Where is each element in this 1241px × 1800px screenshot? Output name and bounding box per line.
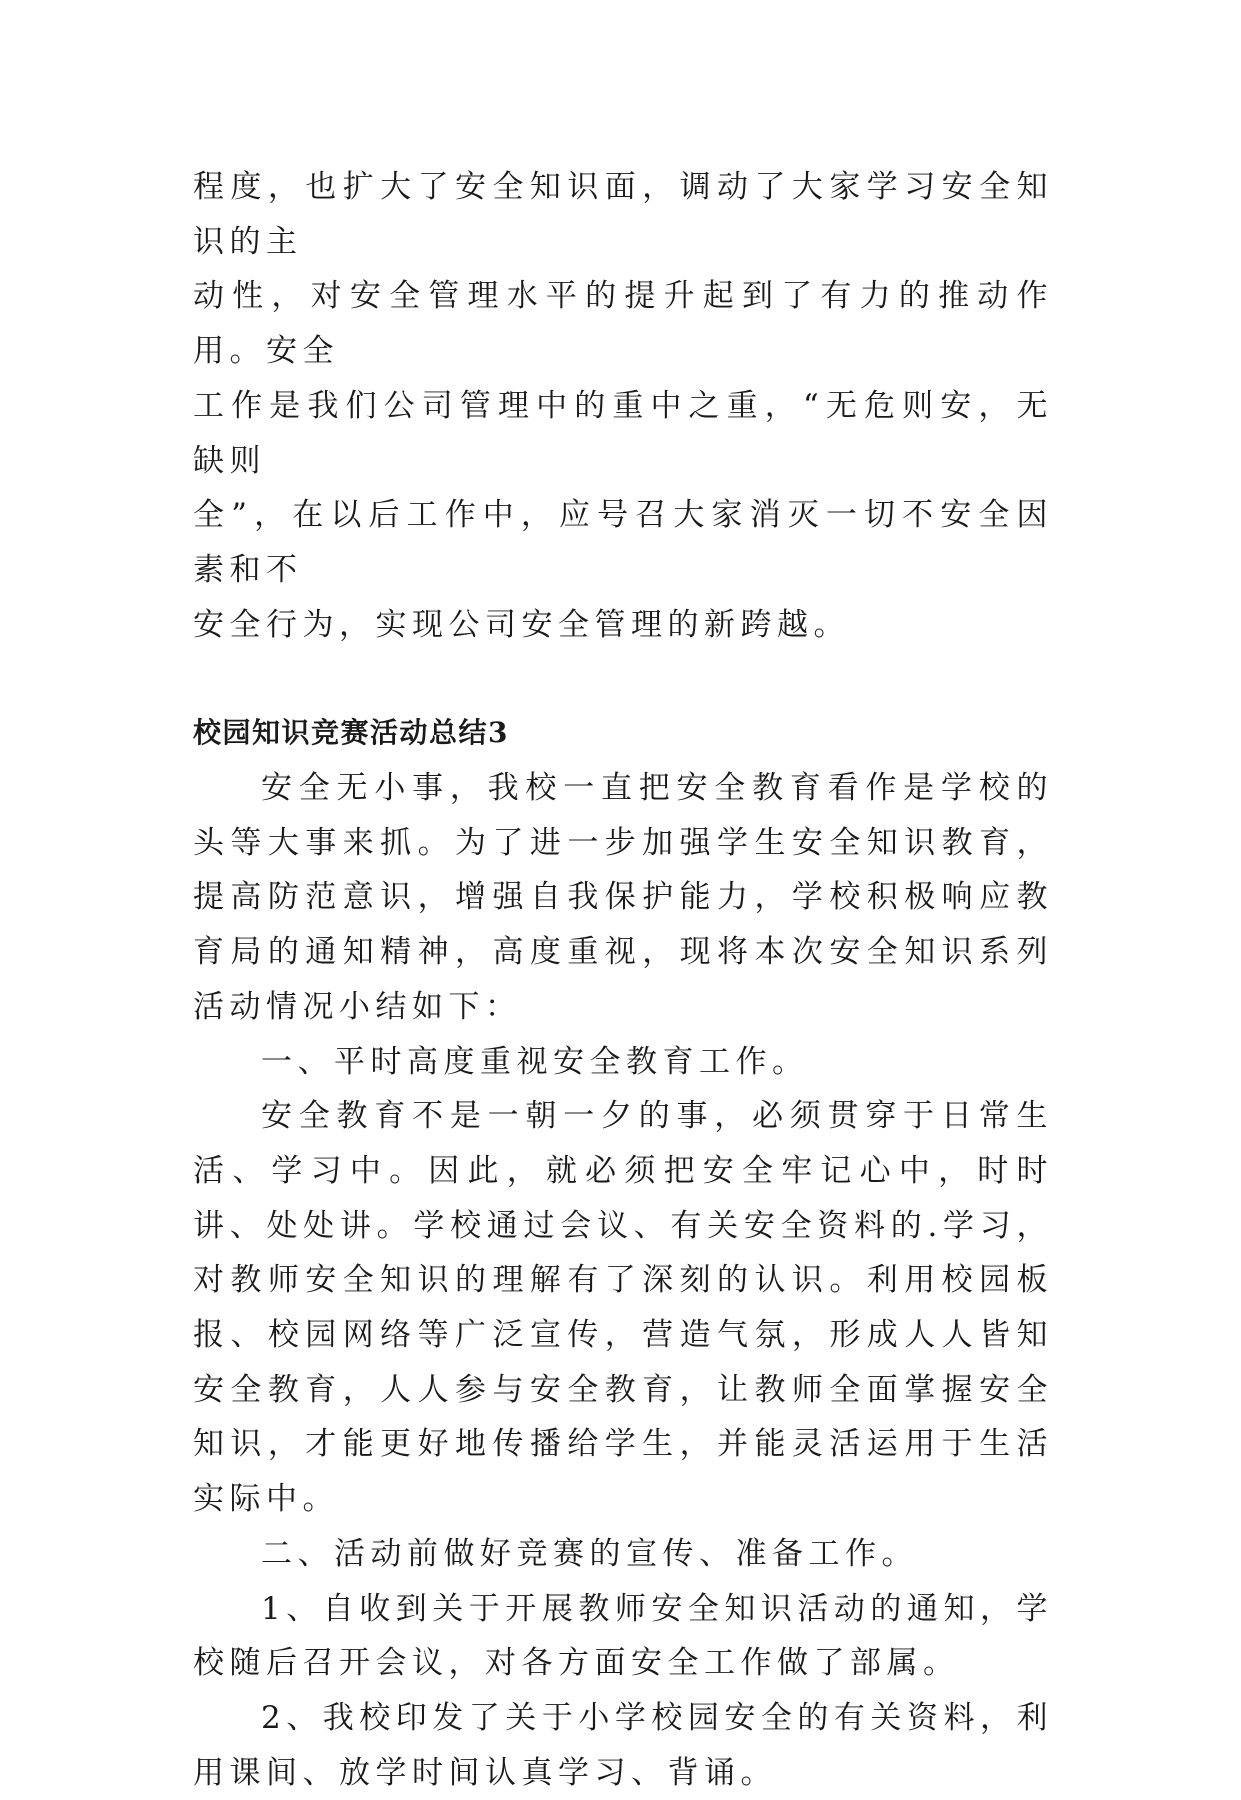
body-paragraph: 安全无小事，我校一直把安全教育看作是学校的头等大事来抓。为了进一步加强学生安全知识教育，提高防范意识，增强自我保护能力，学校积极响应教育局的通知精神，高度重视，现将本次安全知识系列活动情况小结如下： <box>193 770 1053 1025</box>
document-page <box>193 160 1053 1800</box>
intro-line: 工作是我们公司管理中的重中之重，“无危则安，无缺则 <box>193 387 1053 479</box>
intro-line: 程度，也扩大了安全知识面，调动了大家学习安全知识的主 <box>193 169 1053 260</box>
list-item-paragraph: 1、自收到关于开展教师安全知识活动的通知，学校随后召开会议，对各方面安全工作做了部属。 <box>193 1590 1053 1682</box>
intro-line: 安全行为，实现公司安全管理的新跨越。 <box>193 606 850 643</box>
intro-line: 动性，对安全管理水平的提升起到了有力的推动作用。安全 <box>193 278 1053 370</box>
body-paragraph: 安全教育不是一朝一夕的事，必须贯穿于日常生活、学习中。因此，就必须把安全牢记心中，时时讲、处处讲。学校通过会议、有关安全资料的.学习，对教师安全知识的理解有了深刻的认识。利用校园板报、校园网络等广泛宣传，营造气氛，形成人人皆知安全教育，人人参与安全教育，让教师全面掌握安全知识，才能更好地传播给学生，并能灵活运用于生活实际中。 <box>193 1098 1053 1518</box>
subheading-paragraph: 二、活动前做好竞赛的宣传、准备工作。 <box>261 1535 918 1572</box>
list-item-paragraph: 2、我校印发了关于小学校园安全的有关资料，利用课间、放学时间认真学习、背诵。 <box>193 1699 1053 1791</box>
section-title: 校园知识竞赛活动总结3 <box>193 716 509 750</box>
intro-paragraph <box>193 160 1053 652</box>
subheading-paragraph: 一、平时高度重视安全教育工作。 <box>261 1043 809 1080</box>
intro-line: 全”，在以后工作中，应号召大家消灭一切不安全因素和不 <box>193 497 1053 588</box>
